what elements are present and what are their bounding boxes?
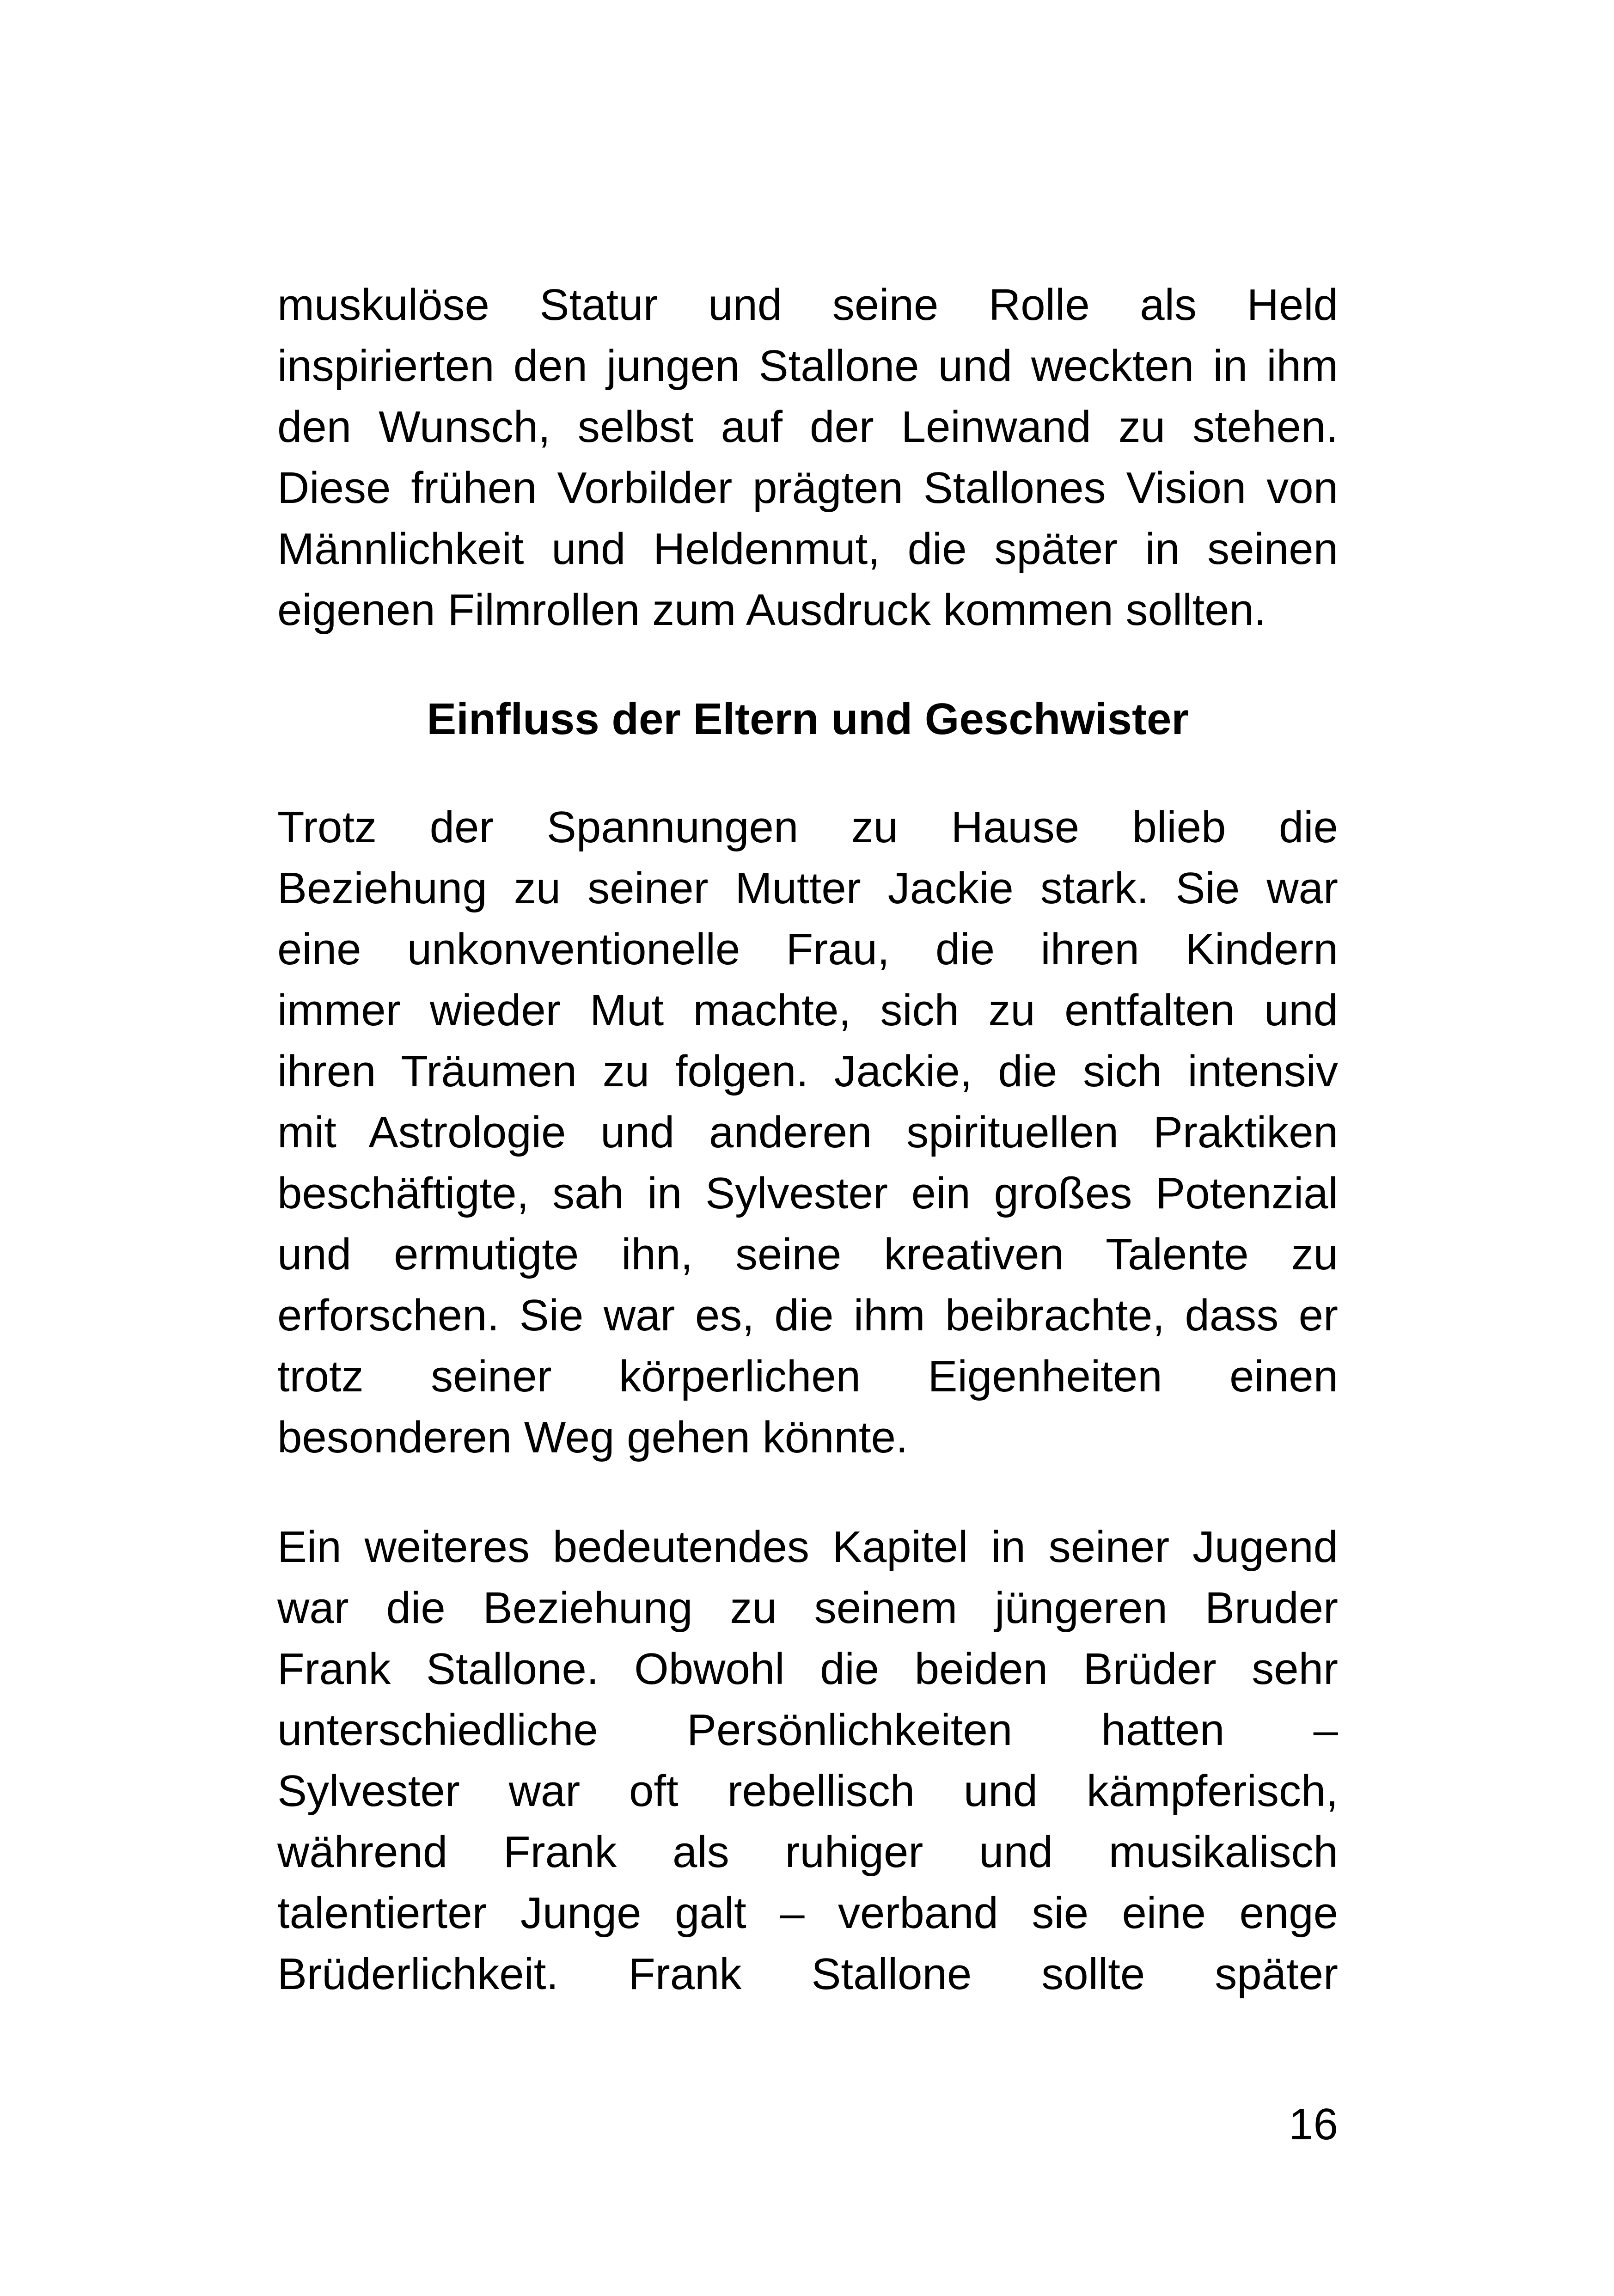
text-line: Männlichkeit und Heldenmut, die später in seinen (277, 524, 1338, 574)
text-line: eine unkonventionelle Frau, die ihren Kindern (277, 925, 1338, 974)
text-line: unterschiedliche Persönlichkeiten hatten – (277, 1705, 1338, 1755)
text-line: Brüderlichkeit. Frank Stallone sollte später (277, 1949, 1338, 1999)
text-line: war die Beziehung zu seinem jüngeren Bruder (277, 1583, 1338, 1633)
text-line: Beziehung zu seiner Mutter Jackie stark. Sie war (277, 863, 1338, 913)
text-line: inspirierten den jungen Stallone und weckten in ihm (277, 341, 1338, 391)
text-line: talentierter Junge galt – verband sie eine enge (277, 1888, 1338, 1938)
text-line: Diese frühen Vorbilder prägten Stallones Vision von (277, 463, 1338, 513)
text-line: besonderen Weg gehen könnte. (277, 1413, 908, 1462)
text-line: eigenen Filmrollen zum Ausdruck kommen sollten. (277, 585, 1266, 635)
text-line: erforschen. Sie war es, die ihm beibrachte, dass er (277, 1291, 1338, 1340)
text-line: muskulöse Statur und seine Rolle als Held (277, 280, 1338, 330)
text-line: immer wieder Mut machte, sich zu entfalten und (277, 986, 1338, 1035)
text-line: den Wunsch, selbst auf der Leinwand zu stehen. (277, 402, 1338, 452)
text-line: während Frank als ruhiger und musikalisch (277, 1827, 1338, 1877)
text-line: und ermutigte ihn, seine kreativen Talente zu (277, 1230, 1338, 1279)
text-line: Ein weiteres bedeutendes Kapitel in seiner Jugend (277, 1522, 1338, 1572)
text-line: trotz seiner körperlichen Eigenheiten einen (277, 1352, 1338, 1401)
text-line: Trotz der Spannungen zu Hause blieb die (277, 802, 1338, 852)
text-line: ihren Träumen zu folgen. Jackie, die sich intensiv (277, 1047, 1338, 1096)
text-line: Sylvester war oft rebellisch und kämpferisch, (277, 1766, 1338, 1816)
text-line: beschäftigte, sah in Sylvester ein großes Potenzial (277, 1169, 1338, 1218)
section-heading: Einfluss der Eltern und Geschwister (427, 694, 1189, 744)
text-line: Frank Stallone. Obwohl die beiden Brüder sehr (277, 1644, 1338, 1694)
page-number: 16 (1289, 2100, 1338, 2149)
text-line: mit Astrologie und anderen spirituellen Praktiken (277, 1108, 1338, 1157)
